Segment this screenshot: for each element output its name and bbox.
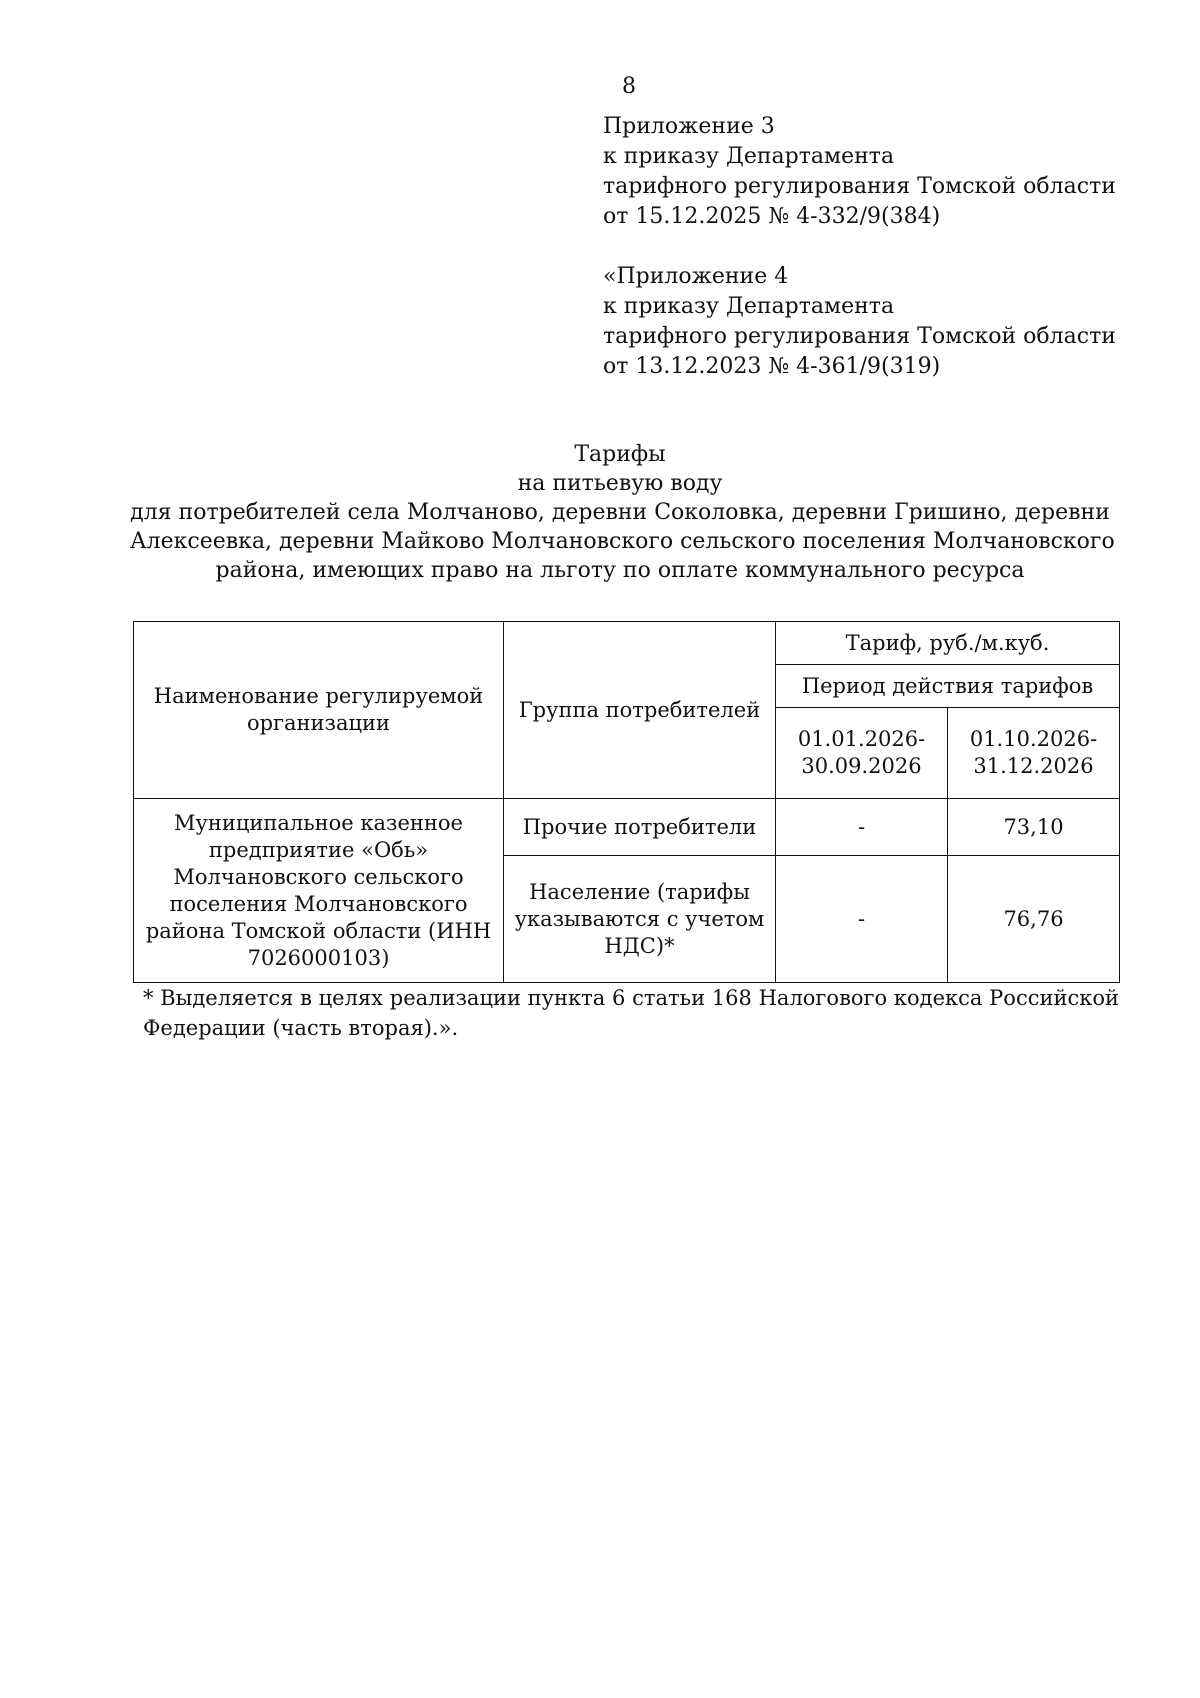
title-heading: Тарифы bbox=[574, 442, 666, 467]
header-period-1: 01.01.2026-30.09.2026 bbox=[776, 708, 948, 799]
document-title bbox=[130, 440, 1115, 585]
tariff-value-period-1: - bbox=[776, 799, 948, 856]
header-org-name: Наименование регулируемой организации bbox=[134, 622, 504, 799]
title-subheading: на питьевую воду bbox=[517, 471, 723, 496]
appendix-title: Приложение 3 bbox=[603, 114, 775, 139]
header-consumer-group: Группа потребителей bbox=[504, 622, 776, 799]
title-description-line: для потребителей села Молчаново, деревни Соколовка, деревни Гришино, деревни bbox=[130, 500, 1110, 525]
table-row bbox=[134, 799, 1120, 856]
page-number: 8 bbox=[622, 74, 636, 99]
tariff-value-period-2: 73,10 bbox=[948, 799, 1120, 856]
appendix-order-date: от 15.12.2025 № 4-332/9(384) bbox=[603, 204, 941, 229]
organization-cell: Муниципальное казенное предприятие «Обь» Молчановского сельского поселения Молчановского района Томской области (ИНН 7026000103) bbox=[134, 799, 504, 983]
tariff-value-period-1: - bbox=[776, 856, 948, 983]
appendix-header-current bbox=[603, 112, 1123, 232]
tariff-value-period-2: 76,76 bbox=[948, 856, 1120, 983]
consumer-group-cell: Прочие потребители bbox=[504, 799, 776, 856]
appendix-title: «Приложение 4 bbox=[603, 264, 789, 289]
appendix-header-amended bbox=[603, 262, 1123, 382]
appendix-ref-line: к приказу Департамента bbox=[603, 144, 895, 169]
appendix-order-date: от 13.12.2023 № 4-361/9(319) bbox=[603, 354, 941, 379]
consumer-group-cell: Население (тарифы указываются с учетом НДС)* bbox=[504, 856, 776, 983]
title-description-line: района, имеющих право на льготу по оплате коммунального ресурса bbox=[215, 558, 1025, 583]
header-period: Период действия тарифов bbox=[776, 665, 1120, 708]
title-description-line: Алексеевка, деревни Майково Молчановского сельского поселения Молчановского bbox=[130, 529, 1115, 554]
table-header-row bbox=[134, 622, 1120, 665]
appendix-ref-line: тарифного регулирования Томской области bbox=[603, 174, 1116, 199]
header-tariff-unit: Тариф, руб./м.куб. bbox=[776, 622, 1120, 665]
header-period-2: 01.10.2026-31.12.2026 bbox=[948, 708, 1120, 799]
appendix-ref-line: тарифного регулирования Томской области bbox=[603, 324, 1116, 349]
tariff-table bbox=[133, 621, 1120, 983]
appendix-ref-line: к приказу Департамента bbox=[603, 294, 895, 319]
footnote: * Выделяется в целях реализации пункта 6 статьи 168 Налогового кодекса Российской Федерации (часть вторая).». bbox=[143, 986, 1119, 1040]
